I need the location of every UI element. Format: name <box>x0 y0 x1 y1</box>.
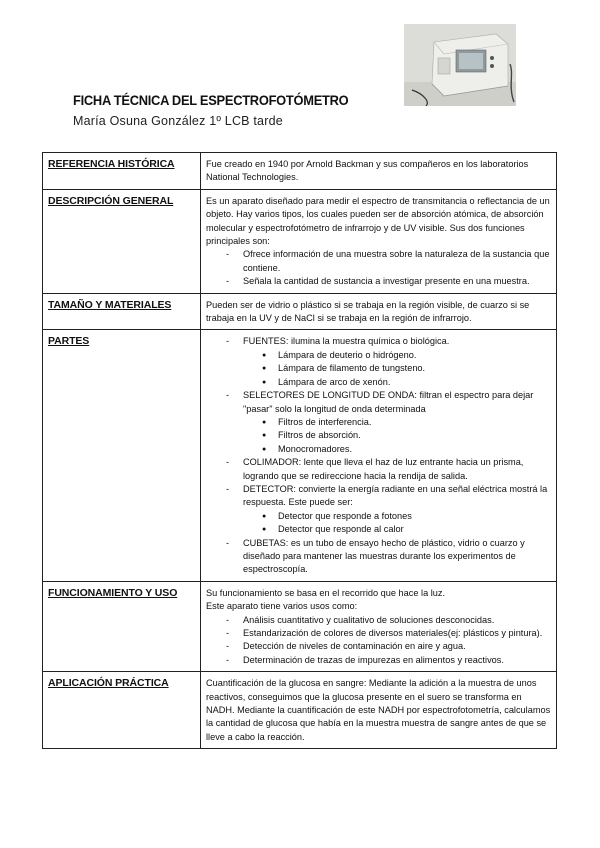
part-cubetas: - CUBETAS: es un tubo de ensayo hecho de plástico, vidrio o cuarzo y diseñado para mantener las muestras durante los experimentos de espectroscopía. <box>206 537 552 577</box>
list-item: - Señala la cantidad de sustancia a investigar presente en una muestra. <box>206 275 552 288</box>
label-descripcion: DESCRIPCIÓN GENERAL <box>43 189 201 293</box>
usos-list <box>206 614 552 668</box>
list-item: ● Filtros de interferencia. <box>206 416 552 429</box>
technical-sheet-table <box>42 152 557 749</box>
part-fuentes: - FUENTES: ilumina la muestra química o biológica. <box>206 335 552 348</box>
row-partes <box>43 330 557 581</box>
funcionamiento-text1: Su funcionamiento se basa en el recorrido que hace la luz. <box>206 587 446 598</box>
spectrophotometer-photo <box>404 24 516 106</box>
list-item: ● Lámpara de filamento de tungsteno. <box>206 362 552 375</box>
list-item: ● Detector que responde al calor <box>206 523 552 536</box>
list-item: - Ofrece información de una muestra sobre la naturaleza de la sustancia que contiene. <box>206 248 552 275</box>
label-referencia: REFERENCIA HISTÓRICA <box>43 153 201 190</box>
row-referencia <box>43 153 557 190</box>
aplicacion-text: Cuantificación de la glucosa en sangre: Mediante la adición a la muestra de unos reactivos, conseguimos que la glucosa presente en el suero se transforma en NADH. Mediante la cuantificación de este NADH por espectrofotometría, calculamos la cantidad de glucosa que había en la muestra muestra de sangre antes de que se lleve a cabo la reacción. <box>206 678 551 742</box>
part-selectores: - SELECTORES DE LONGITUD DE ONDA: filtran el espectro para dejar "pasar" solo la longitud de onda determinada <box>206 389 552 416</box>
partes-list <box>206 335 552 576</box>
label-aplicacion: APLICACIÓN PRÁCTICA <box>43 672 201 749</box>
label-tamano: TAMAÑO Y MATERIALES <box>43 293 201 330</box>
row-funcionamiento <box>43 581 557 671</box>
content-referencia <box>201 153 557 190</box>
part-detector: - DETECTOR: convierte la energía radiante en una señal eléctrica mostrá la respuesta. Este puede ser: <box>206 483 552 510</box>
content-partes <box>201 330 557 581</box>
row-aplicacion <box>43 672 557 749</box>
list-item: ● Detector que responde a fotones <box>206 510 552 523</box>
content-aplicacion <box>201 672 557 749</box>
author-line: María Osuna González 1º LCB tarde <box>73 114 283 128</box>
list-item: - Estandarización de colores de diversos materiales(ej: plásticos y pintura). <box>206 627 552 640</box>
funcionamiento-text2: Este aparato tiene varios usos como: <box>206 601 358 612</box>
row-tamano <box>43 293 557 330</box>
content-tamano <box>201 293 557 330</box>
content-funcionamiento <box>201 581 557 671</box>
list-item: ● Lámpara de arco de xenón. <box>206 376 552 389</box>
list-item: - Detección de niveles de contaminación en aire y agua. <box>206 640 552 653</box>
referencia-text: Fue creado en 1940 por Arnold Backman y sus compañeros en los laboratorios National Technologies. <box>206 159 529 183</box>
content-descripcion <box>201 189 557 293</box>
row-descripcion <box>43 189 557 293</box>
descripcion-text: Es un aparato diseñado para medir el espectro de transmitancia o reflectancia de un objeto. Hay varios tipos, los cuales pueden ser de absorción atómica, de absorción molecular y espectrofotómetro de infrarrojo y de UV visible. Sus dos funciones principales son: <box>206 195 550 247</box>
list-item: ● Monocromadores. <box>206 443 552 456</box>
label-partes: PARTES <box>43 330 201 581</box>
list-item: ● Filtros de absorción. <box>206 429 552 442</box>
tamano-text: Pueden ser de vidrio o plástico si se trabaja en la región visible, de cuarzo si se trabaja en la UV y de NaCl si se trabaja en la región de infrarrojo. <box>206 299 530 324</box>
list-item: ● Lámpara de deuterio o hidrógeno. <box>206 349 552 362</box>
page-title: FICHA TÉCNICA DEL ESPECTROFOTÓMETRO <box>73 92 349 108</box>
list-item: - Análisis cuantitativo y cualitativo de soluciones desconocidas. <box>206 614 552 627</box>
part-colimador: - COLIMADOR: lente que lleva el haz de luz entrante hacia un prisma, logrando que se redireccione hacia la rendija de salida. <box>206 456 552 483</box>
list-item: - Determinación de trazas de impurezas en alimentos y reactivos. <box>206 654 552 667</box>
descripcion-list <box>206 248 552 288</box>
label-funcionamiento: FUNCIONAMIENTO Y USO <box>43 581 201 671</box>
